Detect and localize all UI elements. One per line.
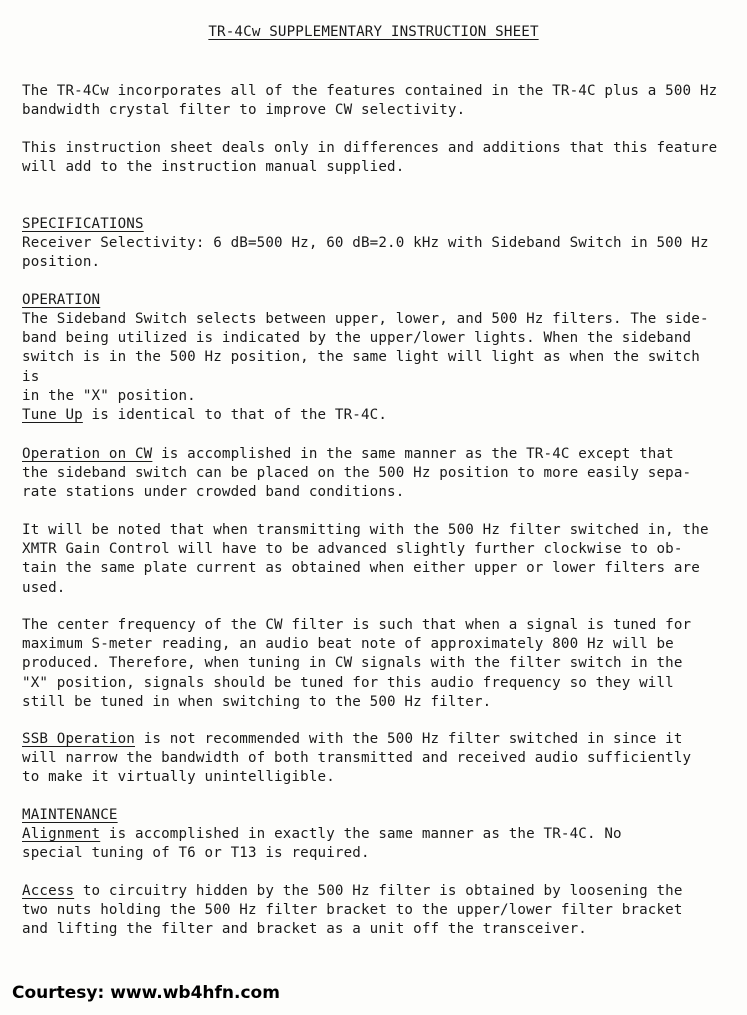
tune-up-text: is identical to that of the TR-4C. <box>82 407 388 423</box>
operation-heading: OPERATION <box>22 292 101 308</box>
specifications-heading: SPECIFICATIONS <box>22 216 144 232</box>
page-title: TR-4Cw SUPPLEMENTARY INSTRUCTION SHEET <box>208 24 539 40</box>
access-text: to circuitry hidden by the 500 Hz filter is obtained by loosening the two nuts holding the 500 Hz filter bracket to the upper/lower filter bracket and lifting the filter and bracket as a unit off the transceiver. <box>22 883 683 938</box>
access-label: Access <box>22 883 75 899</box>
cw-operation-paragraph <box>22 445 722 503</box>
center-frequency-paragraph: The center frequency of the CW filter is such that when a signal is tuned for maximum S-meter reading, an audio beat note of approximately 800 Hz will be produced. Therefore, when tuning in CW signals with the filter switch in the "X" position, signals should be tuned for this audio frequency so they will still be tuned in when switching to the 500 Hz filter. <box>22 617 692 710</box>
maintenance-heading: MAINTENANCE <box>22 807 118 823</box>
tune-up-label: Tune Up <box>22 407 83 423</box>
ssb-operation-text: is not recommended with the 500 Hz filter switched in since it will narrow the bandwidth of both transmitted and received audio sufficiently to make it virtually unintelligible. <box>22 731 692 786</box>
courtesy-credit: Courtesy: www.wb4hfn.com <box>12 983 280 1003</box>
intro-paragraph-2: This instruction sheet deals only in differences and additions that this feature will add to the instruction manual supplied. <box>22 140 718 176</box>
alignment-label: Alignment <box>22 826 101 842</box>
specifications-text: Receiver Selectivity: 6 dB=500 Hz, 60 dB=2.0 kHz with Sideband Switch in 500 Hz position. <box>22 235 709 271</box>
xmtr-gain-paragraph: It will be noted that when transmitting with the 500 Hz filter switched in, the XMTR Gain Control will have to be advanced slightly further clockwise to ob- tain the same plate current as obtained when either upper or lower filters are used. <box>22 522 709 596</box>
tune-up-paragraph <box>22 406 722 425</box>
ssb-operation-paragraph <box>22 730 722 788</box>
cw-operation-label: Operation on CW <box>22 446 153 462</box>
access-paragraph <box>22 882 722 940</box>
alignment-paragraph <box>22 825 722 863</box>
operation-text: The Sideband Switch selects between upper, lower, and 500 Hz filters. The side- band being utilized is indicated by the upper/lower lights. When the sideband switch is in the 500 Hz position, the same light will light as when the switch is in the "X" position. <box>22 311 709 404</box>
ssb-operation-label: SSB Operation <box>22 731 135 747</box>
alignment-text: is accomplished in exactly the same manner as the TR-4C. No special tuning of T6 or T13 is required. <box>22 826 622 862</box>
intro-paragraph-1: The TR-4Cw incorporates all of the features contained in the TR-4C plus a 500 Hz bandwidth crystal filter to improve CW selectivity. <box>22 83 718 119</box>
cw-operation-text: is accomplished in the same manner as the TR-4C except that the sideband switch can be placed on the 500 Hz position to more easily sepa- rate stations under crowded band conditions. <box>22 446 692 501</box>
